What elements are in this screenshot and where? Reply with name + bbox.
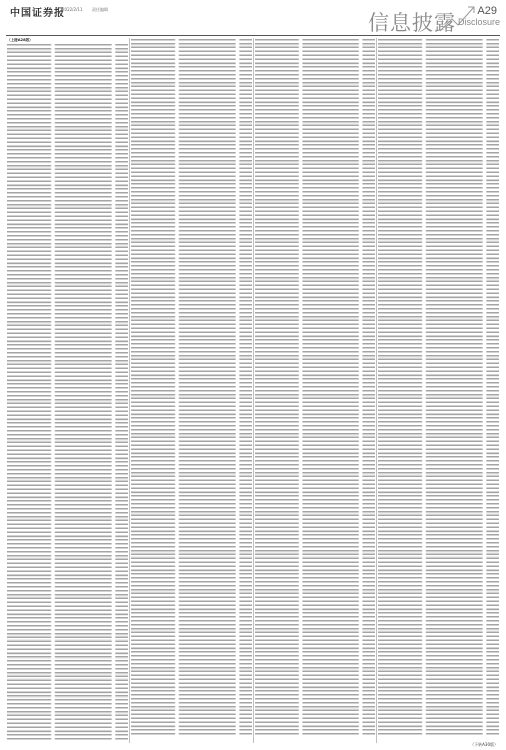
table-rows xyxy=(7,43,128,740)
section-title: 信息披露 xyxy=(368,11,456,35)
table-rows xyxy=(255,38,376,735)
table-column xyxy=(129,38,253,743)
masthead xyxy=(0,0,506,40)
continued-from-label: （上接A28版） xyxy=(7,38,33,42)
section-title-en: Disclosure xyxy=(457,17,500,27)
disclosure-table xyxy=(6,38,500,743)
masthead-rule xyxy=(6,35,500,36)
newspaper-logo: 中国证券报 xyxy=(10,8,65,19)
issue-date: 2022/2/11 xyxy=(62,7,83,12)
table-column xyxy=(376,38,500,743)
continued-to-label: （下转A30版） xyxy=(470,742,498,747)
table-rows xyxy=(378,38,499,735)
table-column xyxy=(253,38,377,743)
table-column xyxy=(6,38,129,743)
table-rows xyxy=(131,38,252,735)
editor-credit: 责任编辑 xyxy=(92,7,108,12)
page-number: A29 xyxy=(477,5,497,17)
